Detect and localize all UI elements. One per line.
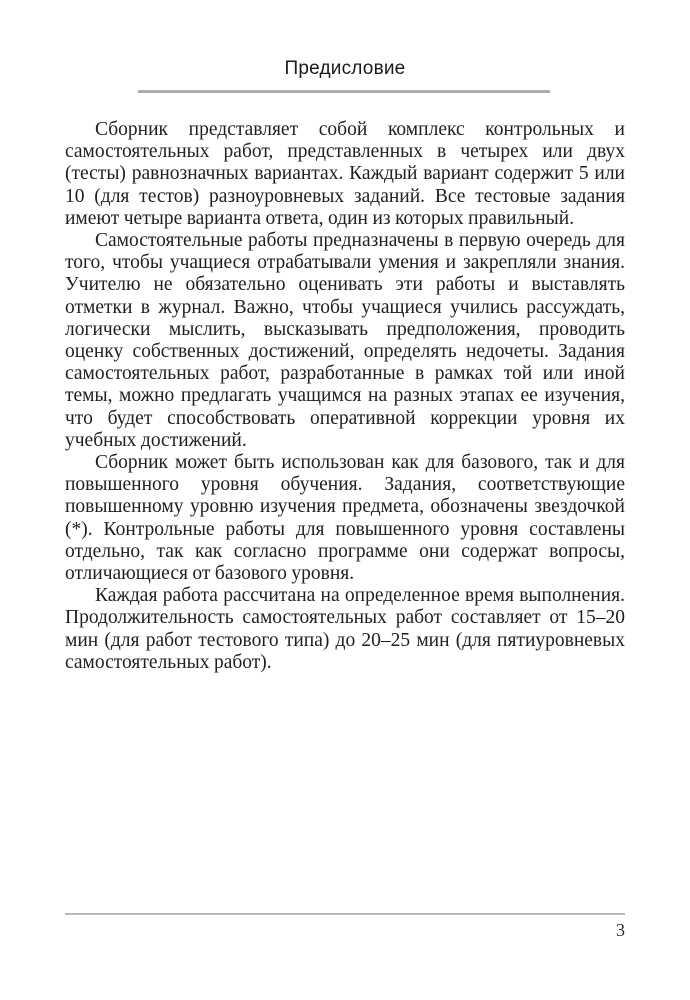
paragraph: Самостоятельные работы предназначены в первую очередь для того, чтобы учащиеся отрабатывали умения и закрепляли знания. Учителю не обязательно оценивать эти работы и выставлять отметки в журнал. Важно, чтобы учащиеся учились рассуждать, логически мыслить, высказывать предположения, проводить оценку собственных достижений, определять недочеты. Задания самостоятельных работ, разработанные в рамках той или иной темы, можно предлагать учащимся на разных этапах ее изучения, что будет способствовать оперативной коррекции уровня их учебных достижений. (65, 230, 625, 451)
paragraph: Сборник представляет собой комплекс контрольных и самостоятельных работ, представленных в четырех или двух (тесты) равнозначных вариантах. Каждый вариант содержит 5 или 10 (для тестов) разноуровневых заданий. Все тестовые задания имеют четыре варианта ответа, один из которых правильный. (65, 119, 625, 229)
paragraph: Каждая работа рассчитана на определенное время выполнения. Продолжительность самостоятельных работ составляет от 15–20 мин (для работ тестового типа) до 20–25 мин (для пятиуровневых самостоятельных работ). (65, 585, 625, 673)
footer-divider (65, 913, 625, 915)
page-number: 3 (616, 920, 625, 940)
paragraph: Сборник может быть использован как для базового, так и для повышенного уровня обучения. Задания, соответствующие повышенному уровню изучения предмета, обозначены звездочкой (*). Контрольные работы для повышенного уровня составлены отдельно, так как согласно программе они содержат вопросы, отличающиеся от базового уровня. (65, 452, 625, 585)
heading-divider (138, 90, 550, 93)
page-heading: Предисловие (284, 58, 406, 79)
preface-text (65, 119, 625, 674)
